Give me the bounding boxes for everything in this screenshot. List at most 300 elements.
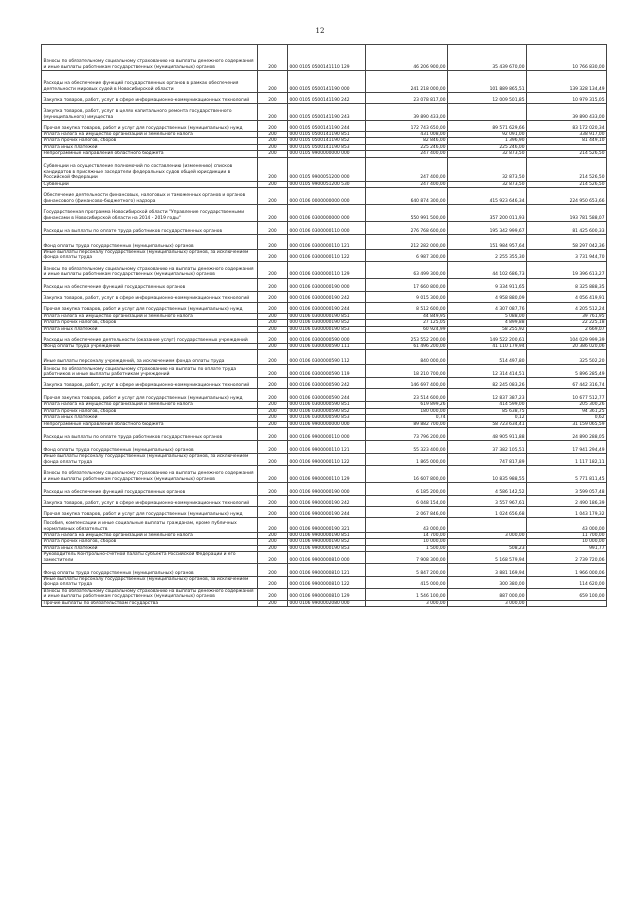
row-unexecuted-cell: 2 490 186,39 bbox=[527, 495, 607, 506]
row-unexecuted-cell: 1 117 182,11 bbox=[527, 454, 607, 466]
row-executed-cell: 4 586 142,52 bbox=[448, 482, 527, 495]
row-executed-cell: 1 396,90 bbox=[448, 138, 527, 144]
row-code-cell: 200 bbox=[258, 465, 288, 482]
row-name-cell: Уплата иных платежей bbox=[42, 144, 258, 150]
row-approved-cell: 82 846,00 bbox=[366, 138, 448, 144]
row-approved-cell: 619 899,26 bbox=[366, 402, 448, 408]
row-approved-cell: 146 697 400,00 bbox=[366, 378, 448, 389]
row-executed-cell: 225 246,00 bbox=[448, 144, 527, 150]
table-row bbox=[42, 93, 607, 104]
table-row bbox=[42, 350, 607, 365]
row-executed-cell: 414 599,00 bbox=[448, 402, 527, 408]
row-code-cell: 200 bbox=[258, 600, 288, 606]
row-executed-cell: 887 000,00 bbox=[448, 588, 527, 600]
row-classification-cell: 000 0106 0300000590 242 bbox=[288, 378, 366, 389]
row-code-cell: 200 bbox=[258, 157, 288, 181]
row-code-cell: 200 bbox=[258, 144, 288, 150]
row-unexecuted-cell: 83 172 020,34 bbox=[527, 121, 607, 132]
row-name-cell: Субвенции bbox=[42, 181, 258, 187]
row-classification-cell: 000 0106 9900000190 000 bbox=[288, 482, 366, 495]
row-unexecuted-cell: 39 890 433,00 bbox=[527, 104, 607, 121]
row-approved-cell: 14 700,00 bbox=[366, 532, 448, 538]
row-code-cell: 200 bbox=[258, 545, 288, 551]
row-code-cell: 200 bbox=[258, 222, 288, 235]
row-name-cell: Уплата прочих налогов, сборов bbox=[42, 138, 258, 144]
row-executed-cell: 32 873,50 bbox=[448, 151, 527, 157]
row-code-cell: 200 bbox=[258, 313, 288, 319]
table-row bbox=[42, 495, 607, 506]
row-name-cell: Расходы на выплаты по оплате труда работников государственных органов bbox=[42, 428, 258, 441]
row-unexecuted-cell: 10 766 830,00 bbox=[527, 45, 607, 71]
row-name-cell: Государственная программа Новосибирской области "Управление государственными финансами в Новосибирской области на 2014 - 2019 годы" bbox=[42, 205, 258, 222]
row-executed-cell: 58 723 634,41 bbox=[448, 421, 527, 427]
row-executed-cell: 37 382 105,51 bbox=[448, 441, 527, 454]
row-approved-cell: 2 067 846,00 bbox=[366, 506, 448, 517]
table-row bbox=[42, 121, 607, 132]
row-executed-cell: 149 522 200,61 bbox=[448, 333, 527, 344]
table-row bbox=[42, 235, 607, 250]
row-approved-cell: 7 908 300,00 bbox=[366, 552, 448, 564]
row-executed-cell bbox=[448, 104, 527, 121]
row-classification-cell: 000 0105 9900000000 000 bbox=[288, 151, 366, 157]
row-code-cell: 200 bbox=[258, 563, 288, 576]
row-approved-cell: 253 552 200,00 bbox=[366, 333, 448, 344]
row-name-cell: Фонд оплаты труда учреждений bbox=[42, 344, 258, 350]
row-unexecuted-cell: 205 300,26 bbox=[527, 402, 607, 408]
row-classification-cell: 000 0106 0300000110 122 bbox=[288, 250, 366, 262]
row-name-cell: Взносы по обязательному социальному страхованию на выплаты денежного содержания и иные выплаты работникам государственных (муниципальных) органов bbox=[42, 261, 258, 278]
row-unexecuted-cell: 31 159 065,59 bbox=[527, 421, 607, 427]
row-code-cell: 200 bbox=[258, 188, 288, 205]
row-classification-cell: 000 0105 9900051200 530 bbox=[288, 181, 366, 187]
row-unexecuted-cell: 214 526,50 bbox=[527, 151, 607, 157]
row-classification-cell: 000 0106 9900000110 122 bbox=[288, 454, 366, 466]
row-approved-cell: 212 282 000,00 bbox=[366, 235, 448, 250]
row-approved-cell: 247 400,00 bbox=[366, 151, 448, 157]
table-row bbox=[42, 389, 607, 402]
row-code-cell: 200 bbox=[258, 132, 288, 138]
row-classification-cell: 000 0106 9900002080 000 bbox=[288, 600, 366, 606]
row-classification-cell: 000 0106 9900000110 000 bbox=[288, 428, 366, 441]
table-row bbox=[42, 378, 607, 389]
row-unexecuted-cell: 104 029 999,39 bbox=[527, 333, 607, 344]
table-row bbox=[42, 428, 607, 441]
row-approved-cell: 1 500,00 bbox=[366, 545, 448, 551]
row-executed-cell: 32 873,50 bbox=[448, 181, 527, 187]
budget-table bbox=[41, 44, 607, 607]
row-name-cell: Обеспечение деятельности финансовых, налоговых и таможенных органов и органов финансового (финансово-бюджетного) надзора bbox=[42, 188, 258, 205]
row-unexecuted-cell: 2 669,07 bbox=[527, 326, 607, 332]
row-classification-cell: 000 0106 0300000590 000 bbox=[288, 333, 366, 344]
row-unexecuted-cell: 19 396 613,27 bbox=[527, 261, 607, 278]
row-classification-cell: 000 0106 9900000000 000 bbox=[288, 421, 366, 427]
row-code-cell: 200 bbox=[258, 181, 288, 187]
row-approved-cell: 73 796 200,00 bbox=[366, 428, 448, 441]
row-code-cell: 200 bbox=[258, 333, 288, 344]
row-name-cell: Уплата налога на имущество организаций и земельного налога bbox=[42, 402, 258, 408]
row-classification-cell: 000 0106 0300000590 851 bbox=[288, 402, 366, 408]
row-approved-cell: 61 496 200,00 bbox=[366, 344, 448, 350]
row-classification-cell: 000 0106 0300000590 853 bbox=[288, 415, 366, 421]
table-row bbox=[42, 402, 607, 408]
row-unexecuted-cell: 338 917,00 bbox=[527, 132, 607, 138]
row-code-cell: 200 bbox=[258, 261, 288, 278]
row-executed-cell: 300 380,00 bbox=[448, 576, 527, 588]
row-name-cell: Закупка товаров, работ, услуг в сфере информационно-коммуникационных технологий bbox=[42, 378, 258, 389]
row-name-cell: Прочая закупка товаров, работ и услуг для государственных (муниципальных) нужд bbox=[42, 389, 258, 402]
row-executed-cell: 3 881 169,94 bbox=[448, 563, 527, 576]
row-code-cell: 200 bbox=[258, 495, 288, 506]
row-name-cell: Пособия, компенсации и иные социальные выплаты гражданам, кроме публичных нормативных обязательств bbox=[42, 517, 258, 532]
row-name-cell: Взносы по обязательному социальному страхованию на выплаты денежного содержания и иные выплаты работникам государственных (муниципальных) органов bbox=[42, 45, 258, 71]
table-row bbox=[42, 517, 607, 532]
row-classification-cell: 000 0106 9900000190 244 bbox=[288, 506, 366, 517]
row-approved-cell: 276 768 600,00 bbox=[366, 222, 448, 235]
row-unexecuted-cell: 81 425 600,33 bbox=[527, 222, 607, 235]
row-name-cell: Уплата прочих налогов, сборов bbox=[42, 539, 258, 545]
row-unexecuted-cell: 10 677 512,77 bbox=[527, 389, 607, 402]
row-classification-cell: 000 0106 0300000190 853 bbox=[288, 326, 366, 332]
table-row bbox=[42, 465, 607, 482]
row-name-cell: Уплата иных платежей bbox=[42, 545, 258, 551]
row-name-cell: Расходы на выплаты по оплате труда работников государственных органов bbox=[42, 222, 258, 235]
row-approved-cell: 247 400,00 bbox=[366, 157, 448, 181]
table-row bbox=[42, 132, 607, 138]
row-executed-cell: 747 817,89 bbox=[448, 454, 527, 466]
row-executed-cell: 2 255 355,30 bbox=[448, 250, 527, 262]
row-name-cell: Уплата иных платежей bbox=[42, 415, 258, 421]
row-classification-cell: 000 0106 9900000810 129 bbox=[288, 588, 366, 600]
row-approved-cell: 550 991 500,00 bbox=[366, 205, 448, 222]
row-code-cell: 200 bbox=[258, 344, 288, 350]
row-executed-cell: 0,12 bbox=[448, 415, 527, 421]
row-unexecuted-cell: 0,62 bbox=[527, 415, 607, 421]
row-unexecuted-cell: 214 526,50 bbox=[527, 157, 607, 181]
table-row bbox=[42, 291, 607, 302]
row-approved-cell: 640 874 300,00 bbox=[366, 188, 448, 205]
table-row bbox=[42, 278, 607, 291]
row-code-cell: 200 bbox=[258, 517, 288, 532]
row-unexecuted-cell: 10 000,00 bbox=[527, 539, 607, 545]
row-executed-cell: 41 110 179,94 bbox=[448, 344, 527, 350]
table-row bbox=[42, 222, 607, 235]
row-classification-cell: 000 0105 0500141190 244 bbox=[288, 121, 366, 132]
table-row bbox=[42, 482, 607, 495]
row-name-cell: Уплата прочих налогов, сборов bbox=[42, 320, 258, 326]
row-unexecuted-cell: 5 771 811,45 bbox=[527, 465, 607, 482]
row-executed-cell: 195 342 999,67 bbox=[448, 222, 527, 235]
row-name-cell: Субвенции на осуществление полномочий по составлению (изменению) списков кандидатов в присяжные заседатели федеральных судов общей юрисдикции в Российской Федерации bbox=[42, 157, 258, 181]
row-unexecuted-cell: 2 739 720,06 bbox=[527, 552, 607, 564]
row-classification-cell: 000 0106 9900000190 321 bbox=[288, 517, 366, 532]
row-unexecuted-cell: 114 620,00 bbox=[527, 576, 607, 588]
row-executed-cell: 12 837 387,23 bbox=[448, 389, 527, 402]
row-code-cell: 200 bbox=[258, 402, 288, 408]
row-name-cell: Уплата налога на имущество организаций и земельного налога bbox=[42, 313, 258, 319]
row-executed-cell: 508,23 bbox=[448, 545, 527, 551]
row-approved-cell: 840 000,00 bbox=[366, 350, 448, 365]
row-executed-cell: 35 439 670,00 bbox=[448, 45, 527, 71]
row-unexecuted-cell: 43 000,00 bbox=[527, 517, 607, 532]
row-executed-cell: 357 200 011,93 bbox=[448, 205, 527, 222]
row-executed-cell: 32 873,50 bbox=[448, 157, 527, 181]
row-code-cell: 200 bbox=[258, 389, 288, 402]
row-code-cell: 200 bbox=[258, 378, 288, 389]
row-approved-cell: 172 743 650,00 bbox=[366, 121, 448, 132]
row-code-cell: 200 bbox=[258, 104, 288, 121]
table-row bbox=[42, 365, 607, 378]
row-approved-cell: 6 048 154,00 bbox=[366, 495, 448, 506]
row-unexecuted-cell: 1 043 179,32 bbox=[527, 506, 607, 517]
row-executed-cell: 3 000,00 bbox=[448, 600, 527, 606]
row-code-cell: 200 bbox=[258, 454, 288, 466]
row-approved-cell: 9 015 300,00 bbox=[366, 291, 448, 302]
row-approved-cell: 17 660 800,00 bbox=[366, 278, 448, 291]
row-executed-cell: 92 091,00 bbox=[448, 132, 527, 138]
row-code-cell: 200 bbox=[258, 291, 288, 302]
row-code-cell: 200 bbox=[258, 539, 288, 545]
table-row bbox=[42, 45, 607, 71]
row-executed-cell: 3 000,00 bbox=[448, 532, 527, 538]
table-row bbox=[42, 441, 607, 454]
row-classification-cell: 000 0106 0300000590 111 bbox=[288, 344, 366, 350]
table-row bbox=[42, 576, 607, 588]
row-code-cell: 200 bbox=[258, 441, 288, 454]
row-code-cell: 200 bbox=[258, 421, 288, 427]
row-classification-cell: 000 0105 0500141190 000 bbox=[288, 71, 366, 93]
row-executed-cell: 85 638,75 bbox=[448, 408, 527, 414]
row-code-cell: 200 bbox=[258, 506, 288, 517]
row-unexecuted-cell: 11 700,00 bbox=[527, 532, 607, 538]
table-row bbox=[42, 261, 607, 278]
row-name-cell: Закупка товаров, работ, услуг в сфере информационно-коммуникационных технологий bbox=[42, 93, 258, 104]
row-approved-cell: 60 924,99 bbox=[366, 326, 448, 332]
row-code-cell: 200 bbox=[258, 408, 288, 414]
row-classification-cell: 000 0106 9900000110 129 bbox=[288, 465, 366, 482]
row-executed-cell: 415 923 646,34 bbox=[448, 188, 527, 205]
row-unexecuted-cell: 4 205 512,24 bbox=[527, 302, 607, 313]
row-name-cell: Прочая закупка товаров, работ и услуг для государственных (муниципальных) нужд bbox=[42, 302, 258, 313]
row-executed-cell: 48 905 911,88 bbox=[448, 428, 527, 441]
row-code-cell: 200 bbox=[258, 151, 288, 157]
row-name-cell: Расходы на обеспечение функций государственных органов в рамках обеспечения деятельности мировых судей в Новосибирской области bbox=[42, 71, 258, 93]
row-approved-cell: 63 499 300,00 bbox=[366, 261, 448, 278]
row-unexecuted-cell: 5 896 285,49 bbox=[527, 365, 607, 378]
row-name-cell: Закупка товаров, работ, услуг в сфере информационно-коммуникационных технологий bbox=[42, 495, 258, 506]
row-name-cell: Закупка товаров, работ, услуг в целях капитального ремонта государственного (муниципального) имущества bbox=[42, 104, 258, 121]
table-row bbox=[42, 333, 607, 344]
row-code-cell: 200 bbox=[258, 532, 288, 538]
row-approved-cell: 1 865 000,00 bbox=[366, 454, 448, 466]
row-unexecuted-cell: 3 599 057,48 bbox=[527, 482, 607, 495]
row-executed-cell: 10 835 988,55 bbox=[448, 465, 527, 482]
row-unexecuted-cell: 10 979 315,05 bbox=[527, 93, 607, 104]
row-approved-cell: 180 000,00 bbox=[366, 408, 448, 414]
row-unexecuted-cell: 39 761,95 bbox=[527, 313, 607, 319]
row-unexecuted-cell: 20 386 020,06 bbox=[527, 344, 607, 350]
row-classification-cell: 000 0106 0300000590 852 bbox=[288, 408, 366, 414]
row-classification-cell: 000 0106 0300000590 112 bbox=[288, 350, 366, 365]
row-code-cell: 200 bbox=[258, 428, 288, 441]
row-approved-cell: 431 008,00 bbox=[366, 132, 448, 138]
row-classification-cell: 000 0105 0500141190 243 bbox=[288, 104, 366, 121]
row-unexecuted-cell: 193 781 588,07 bbox=[527, 205, 607, 222]
table-row bbox=[42, 157, 607, 181]
row-classification-cell: 000 0105 0500141110 129 bbox=[288, 45, 366, 71]
row-code-cell: 200 bbox=[258, 326, 288, 332]
row-code-cell: 200 bbox=[258, 250, 288, 262]
row-approved-cell: 10 000,00 bbox=[366, 539, 448, 545]
table-row bbox=[42, 588, 607, 600]
row-executed-cell: 514 497,80 bbox=[448, 350, 527, 365]
row-executed-cell: 101 889 865,51 bbox=[448, 71, 527, 93]
row-executed-cell: 82 245 083,26 bbox=[448, 378, 527, 389]
row-unexecuted-cell: 17 941 294,49 bbox=[527, 441, 607, 454]
row-name-cell: Фонд оплаты труда государственных (муниципальных) органов bbox=[42, 441, 258, 454]
row-code-cell: 200 bbox=[258, 93, 288, 104]
row-approved-cell: 225 246,00 bbox=[366, 144, 448, 150]
row-name-cell: Иные выплаты персоналу государственных (муниципальных) органов, за исключением фонда оплаты труда bbox=[42, 454, 258, 466]
table-row bbox=[42, 250, 607, 262]
row-unexecuted-cell: 139 328 134,49 bbox=[527, 71, 607, 93]
row-executed-cell bbox=[448, 517, 527, 532]
row-executed-cell: 4 958 880,09 bbox=[448, 291, 527, 302]
row-approved-cell: 6 185 200,00 bbox=[366, 482, 448, 495]
row-code-cell: 200 bbox=[258, 205, 288, 222]
row-name-cell: Закупка товаров, работ, услуг в сфере информационно-коммуникационных технологий bbox=[42, 291, 258, 302]
row-unexecuted-cell bbox=[527, 600, 607, 606]
row-classification-cell: 000 0106 9900000810 000 bbox=[288, 552, 366, 564]
row-classification-cell: 000 0106 0300000190 244 bbox=[288, 302, 366, 313]
row-classification-cell: 000 0106 0300000590 244 bbox=[288, 389, 366, 402]
row-code-cell: 200 bbox=[258, 320, 288, 326]
row-approved-cell: 44 849,95 bbox=[366, 313, 448, 319]
row-executed-cell: 58 255,92 bbox=[448, 326, 527, 332]
row-classification-cell: 000 0105 0500141190 242 bbox=[288, 93, 366, 104]
row-unexecuted-cell: 4 056 419,91 bbox=[527, 291, 607, 302]
row-name-cell: Взносы по обязательному социальному страхованию на выплаты денежного содержания и иные выплаты работникам государственных (муниципальных) органов bbox=[42, 465, 258, 482]
row-approved-cell: 5 847 200,00 bbox=[366, 563, 448, 576]
row-classification-cell: 000 0106 9900000110 121 bbox=[288, 441, 366, 454]
row-approved-cell: 23 514 600,00 bbox=[366, 389, 448, 402]
row-classification-cell: 000 0106 9900000190 851 bbox=[288, 532, 366, 538]
row-executed-cell: 12 009 501,85 bbox=[448, 93, 527, 104]
row-executed-cell: 9 334 911,65 bbox=[448, 278, 527, 291]
row-unexecuted-cell: 58 297 042,36 bbox=[527, 235, 607, 250]
row-unexecuted-cell: 991,77 bbox=[527, 545, 607, 551]
row-name-cell: Взносы по обязательному социальному страхованию на выплаты по оплате труда работников и иные выплаты работникам учреждений bbox=[42, 365, 258, 378]
row-name-cell: Руководитель Контрольно-счетной палаты субъекта Российской Федерации и его заместители bbox=[42, 552, 258, 564]
row-classification-cell: 000 0106 9900000810 122 bbox=[288, 576, 366, 588]
row-approved-cell: 18 210 700,00 bbox=[366, 365, 448, 378]
row-approved-cell: 55 323 400,00 bbox=[366, 441, 448, 454]
row-executed-cell: 4 307 087,76 bbox=[448, 302, 527, 313]
table-row bbox=[42, 205, 607, 222]
row-classification-cell: 000 0106 0300000110 121 bbox=[288, 235, 366, 250]
table-row bbox=[42, 552, 607, 564]
table-row bbox=[42, 71, 607, 93]
row-classification-cell: 000 0106 0300000190 242 bbox=[288, 291, 366, 302]
row-classification-cell: 000 0106 0300000110 129 bbox=[288, 261, 366, 278]
row-code-cell: 200 bbox=[258, 71, 288, 93]
row-approved-cell: 0,74 bbox=[366, 415, 448, 421]
page-number: 12 bbox=[315, 27, 325, 35]
row-name-cell: Уплата налога на имущество организаций и земельного налога bbox=[42, 132, 258, 138]
row-executed-cell: 151 984 957,64 bbox=[448, 235, 527, 250]
table-row bbox=[42, 302, 607, 313]
table-row bbox=[42, 188, 607, 205]
row-code-cell: 200 bbox=[258, 350, 288, 365]
row-name-cell: Прочие выплаты по обязательствам государства bbox=[42, 600, 258, 606]
row-name-cell: Уплата прочих налогов, сборов bbox=[42, 408, 258, 414]
table-row bbox=[42, 563, 607, 576]
row-approved-cell: 415 000,00 bbox=[366, 576, 448, 588]
row-approved-cell: 1 546 100,00 bbox=[366, 588, 448, 600]
row-unexecuted-cell: 24 890 288,05 bbox=[527, 428, 607, 441]
table-row bbox=[42, 506, 607, 517]
row-unexecuted-cell: 94 361,25 bbox=[527, 408, 607, 414]
row-name-cell: Фонд оплаты труда государственных (муниципальных) органов bbox=[42, 563, 258, 576]
row-classification-cell: 000 0106 0300000190 851 bbox=[288, 313, 366, 319]
row-approved-cell: 16 607 800,00 bbox=[366, 465, 448, 482]
row-code-cell: 200 bbox=[258, 576, 288, 588]
row-approved-cell: 3 000,00 bbox=[366, 600, 448, 606]
row-approved-cell: 43 000,00 bbox=[366, 517, 448, 532]
row-name-cell: Иные выплаты персоналу государственных (муниципальных) органов, за исключением фонда оплаты труда bbox=[42, 250, 258, 262]
row-code-cell: 200 bbox=[258, 235, 288, 250]
row-approved-cell: 241 218 000,00 bbox=[366, 71, 448, 93]
row-executed-cell: 89 571 629,66 bbox=[448, 121, 527, 132]
row-name-cell: Прочая закупка товаров, работ и услуг для государственных (муниципальных) нужд bbox=[42, 121, 258, 132]
row-name-cell: Расходы на обеспечение функций государственных органов bbox=[42, 278, 258, 291]
row-code-cell: 200 bbox=[258, 45, 288, 71]
row-name-cell: Прочая закупка товаров, работ и услуг для государственных (муниципальных) нужд bbox=[42, 506, 258, 517]
row-name-cell: Непрограммные направления областного бюджета bbox=[42, 421, 258, 427]
row-executed-cell: 1 024 656,68 bbox=[448, 506, 527, 517]
row-classification-cell: 000 0106 0300000190 000 bbox=[288, 278, 366, 291]
row-executed-cell: 12 314 414,51 bbox=[448, 365, 527, 378]
row-name-cell: Уплата иных платежей bbox=[42, 326, 258, 332]
row-name-cell: Фонд оплаты труда государственных (муниципальных) органов bbox=[42, 235, 258, 250]
row-classification-cell: 000 0105 9900051200 000 bbox=[288, 157, 366, 181]
row-approved-cell: 46 206 900,00 bbox=[366, 45, 448, 71]
row-unexecuted-cell: 8 325 888,35 bbox=[527, 278, 607, 291]
row-code-cell: 200 bbox=[258, 302, 288, 313]
row-name-cell: Непрограммные направления областного бюджета bbox=[42, 151, 258, 157]
row-unexecuted-cell: 1 966 000,06 bbox=[527, 563, 607, 576]
row-classification-cell: 000 0106 0300000110 000 bbox=[288, 222, 366, 235]
budget-table-body bbox=[42, 45, 607, 607]
row-code-cell: 200 bbox=[258, 415, 288, 421]
row-code-cell: 200 bbox=[258, 588, 288, 600]
row-approved-cell: 247 400,00 bbox=[366, 181, 448, 187]
row-name-cell: Уплата налога на имущество организаций и земельного налога bbox=[42, 532, 258, 538]
table-row bbox=[42, 454, 607, 466]
row-approved-cell: 89 882 700,00 bbox=[366, 421, 448, 427]
row-classification-cell: 000 0106 0300000000 000 bbox=[288, 205, 366, 222]
row-approved-cell: 27 125,05 bbox=[366, 320, 448, 326]
row-unexecuted-cell: 214 526,50 bbox=[527, 181, 607, 187]
row-code-cell: 200 bbox=[258, 278, 288, 291]
row-approved-cell: 23 078 817,00 bbox=[366, 93, 448, 104]
table-row bbox=[42, 313, 607, 319]
row-unexecuted-cell: 22 225,18 bbox=[527, 320, 607, 326]
row-unexecuted-cell: 3 731 944,70 bbox=[527, 250, 607, 262]
row-classification-cell: 000 0105 0500141190 851 bbox=[288, 132, 366, 138]
row-name-cell: Иные выплаты персоналу учреждений, за исключением фонда оплаты труда bbox=[42, 350, 258, 365]
row-classification-cell: 000 0106 0300000190 852 bbox=[288, 320, 366, 326]
table-row bbox=[42, 532, 607, 538]
